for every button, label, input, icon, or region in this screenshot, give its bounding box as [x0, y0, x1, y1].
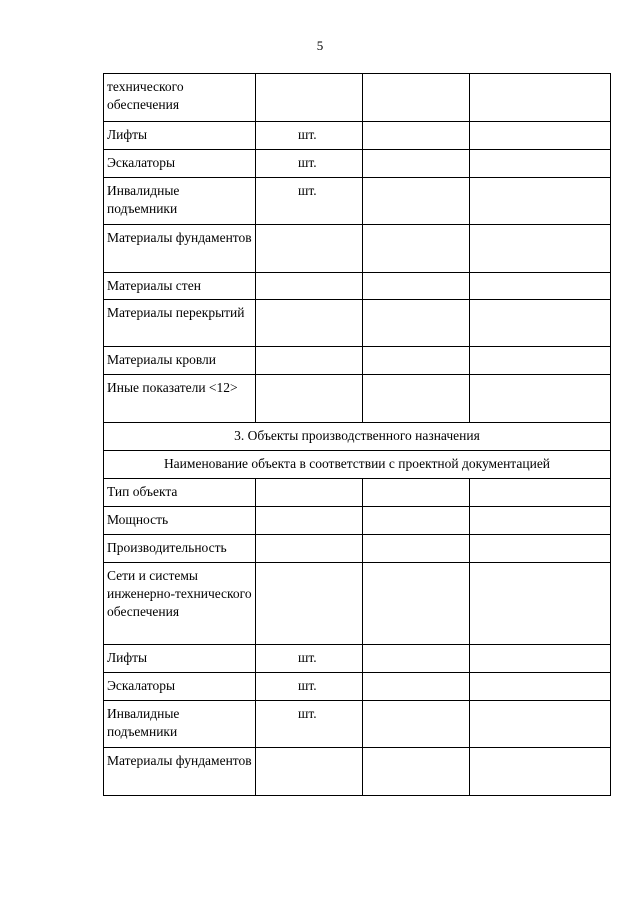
table-row — [104, 701, 611, 748]
table-row — [104, 225, 611, 273]
empty-value-cell — [363, 563, 470, 645]
row-unit: шт. — [256, 178, 363, 225]
empty-value-cell — [470, 748, 611, 796]
empty-value-cell — [470, 300, 611, 347]
section-title: 3. Объекты производственного назначения — [104, 423, 611, 451]
table-body-bottom — [104, 479, 611, 796]
section-subtitle: Наименование объекта в соответствии с проектной документацией — [104, 451, 611, 479]
table-row — [104, 645, 611, 673]
empty-value-cell — [470, 273, 611, 300]
row-label: Эскалаторы — [104, 673, 256, 701]
empty-value-cell — [470, 701, 611, 748]
empty-value-cell — [470, 122, 611, 150]
empty-value-cell — [363, 74, 470, 122]
row-unit: шт. — [256, 645, 363, 673]
row-unit — [256, 535, 363, 563]
row-unit — [256, 225, 363, 273]
empty-value-cell — [470, 507, 611, 535]
row-label: Инвалидные подъемники — [104, 701, 256, 748]
table-row — [104, 673, 611, 701]
empty-value-cell — [363, 225, 470, 273]
table-row — [104, 74, 611, 122]
empty-value-cell — [470, 673, 611, 701]
row-unit — [256, 507, 363, 535]
empty-value-cell — [363, 507, 470, 535]
indicators-table — [103, 73, 611, 796]
table-row — [104, 178, 611, 225]
table-body-top — [104, 74, 611, 423]
row-unit — [256, 300, 363, 347]
empty-value-cell — [470, 74, 611, 122]
row-label: Материалы фундаментов — [104, 225, 256, 273]
empty-value-cell — [363, 535, 470, 563]
row-label: технического обеспечения — [104, 74, 256, 122]
empty-value-cell — [363, 645, 470, 673]
row-unit — [256, 74, 363, 122]
table-row — [104, 507, 611, 535]
empty-value-cell — [363, 178, 470, 225]
empty-value-cell — [470, 375, 611, 423]
table-row — [104, 563, 611, 645]
empty-value-cell — [363, 347, 470, 375]
row-label: Эскалаторы — [104, 150, 256, 178]
table-row — [104, 150, 611, 178]
empty-value-cell — [363, 375, 470, 423]
table-row — [104, 748, 611, 796]
row-unit — [256, 479, 363, 507]
table-row — [104, 347, 611, 375]
table-row — [104, 479, 611, 507]
empty-value-cell — [363, 122, 470, 150]
row-unit: шт. — [256, 673, 363, 701]
empty-value-cell — [470, 150, 611, 178]
row-label: Лифты — [104, 645, 256, 673]
row-label: Производительность — [104, 535, 256, 563]
section-3-header — [104, 423, 611, 479]
empty-value-cell — [470, 563, 611, 645]
row-label: Лифты — [104, 122, 256, 150]
empty-value-cell — [363, 273, 470, 300]
empty-value-cell — [363, 479, 470, 507]
row-unit: шт. — [256, 701, 363, 748]
table-row — [104, 375, 611, 423]
table-row — [104, 273, 611, 300]
row-unit: шт. — [256, 150, 363, 178]
row-label: Тип объекта — [104, 479, 256, 507]
empty-value-cell — [470, 347, 611, 375]
empty-value-cell — [363, 748, 470, 796]
row-label: Материалы стен — [104, 273, 256, 300]
empty-value-cell — [470, 645, 611, 673]
empty-value-cell — [470, 225, 611, 273]
section-title-row — [104, 423, 611, 451]
row-unit — [256, 347, 363, 375]
row-label: Мощность — [104, 507, 256, 535]
empty-value-cell — [363, 701, 470, 748]
row-label: Материалы кровли — [104, 347, 256, 375]
table-row — [104, 122, 611, 150]
row-label: Материалы фундаментов — [104, 748, 256, 796]
row-unit — [256, 563, 363, 645]
empty-value-cell — [363, 673, 470, 701]
row-label: Инвалидные подъемники — [104, 178, 256, 225]
row-label: Материалы перекрытий — [104, 300, 256, 347]
row-unit — [256, 273, 363, 300]
empty-value-cell — [470, 178, 611, 225]
row-label: Иные показатели <12> — [104, 375, 256, 423]
row-unit: шт. — [256, 122, 363, 150]
page-number: 5 — [316, 38, 324, 53]
empty-value-cell — [363, 150, 470, 178]
section-subtitle-row — [104, 451, 611, 479]
empty-value-cell — [363, 300, 470, 347]
row-unit — [256, 748, 363, 796]
empty-value-cell — [470, 479, 611, 507]
empty-value-cell — [470, 535, 611, 563]
row-label: Сети и системы инженерно-технического обеспечения — [104, 563, 256, 645]
row-unit — [256, 375, 363, 423]
table-row — [104, 300, 611, 347]
table-row — [104, 535, 611, 563]
